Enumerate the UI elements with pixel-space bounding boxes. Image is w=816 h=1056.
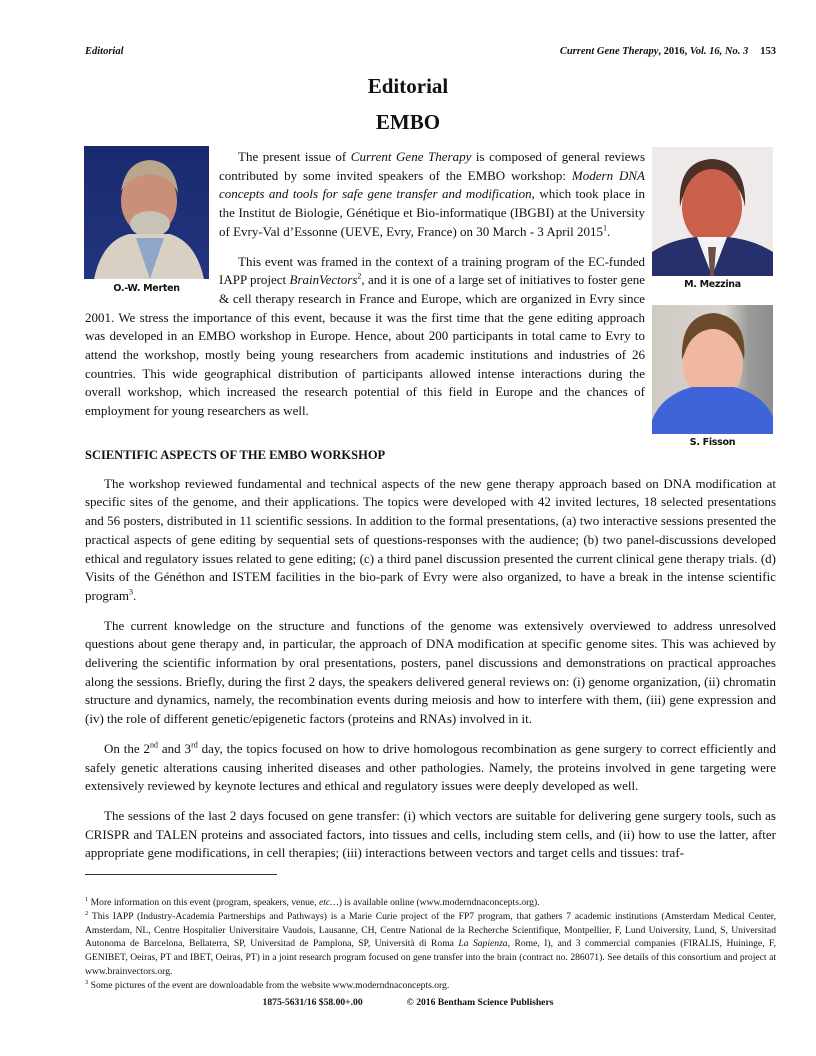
italic-text: La Sapienza <box>458 938 508 950</box>
page-number: 153 <box>760 46 776 57</box>
body-paragraph <box>85 740 776 796</box>
superscript: nd <box>150 740 159 750</box>
superscript: rd <box>191 740 198 750</box>
text-run: . <box>133 587 137 603</box>
text-run: The workshop reviewed fundamental and technical aspects of the new gene therapy approach based on DNA modification at specific sites of the genome, and their applications. The topics were developed with 42 invited lectures, 18 selected presentations and 56 posters, distributed in 11 scientific sessions. In addition to the formal presentations, (a) two interactive sessions presented the practical aspects of gene editing by sequential sets of questions-responses with the audience; (b) two panel-discussions developed ethical and regulatory issues related to gene editing; (c) a third panel discussion presented the current clinical gene therapy trials. (d) Visits of the Généthon and ISTEM facilities in the bio-park of Evry were also organized, to have a break in the intense scientific program <box>85 475 776 603</box>
text-run: More information on this event (program, speakers, venue, <box>88 897 319 908</box>
text-run: . <box>607 223 611 239</box>
photo-wrap-spacer <box>85 148 219 306</box>
text-run: Some pictures of the event are downloadable from the website www.moderndnaconcepts.org. <box>88 979 450 991</box>
text-run: The present issue of <box>238 149 351 164</box>
body-paragraph <box>85 807 776 863</box>
text-run: On the 2 <box>104 740 151 756</box>
text-run: This event was framed in the context of a training program of the EC-funded IAPP project <box>219 253 645 288</box>
photo-fisson <box>652 305 773 434</box>
superscript: 3 <box>129 587 134 597</box>
superscript: 2 <box>357 271 362 281</box>
portrait-fisson-image <box>652 305 773 434</box>
body-paragraph <box>85 475 776 606</box>
section-heading: SCIENTIFIC ASPECTS OF THE EMBO WORKSHOP <box>85 448 386 462</box>
text-run: and 3 <box>158 740 192 756</box>
journal-volume: Vol. 16, No. 3 <box>689 46 749 57</box>
portrait-mezzina-image <box>652 147 773 276</box>
text-run: This IAPP (Industry-Academia Partnerships and Pathways) is a Marie Curie project of the FP7 program, that gathers 7 academic institutions (Amsterdam Medical Center, Amsterdam, NL, Centre Hospitalier Universitaire Vaudois, Lausanne, CH, Centre National de la Recherche Scientifique, Montpellier, F, Lund University, Lund, S, Universitad Autonoma de Barcelona, Bellaterra, SP, Universitad de Pamplona, SP, Università di Roma <box>85 910 776 950</box>
italic-text: BrainVectors <box>289 272 358 288</box>
intro-section <box>85 148 645 432</box>
text-run: ) is available online (www.moderndnaconcepts.org). <box>338 897 540 908</box>
text-run: , which took place in the Institut de Biologie, Génétique et Bio-informatique (IBGBI) at the University of Evry-Val d’Essonne (UEVE, Evry, France) on 30 March - 3 April 2015 <box>219 186 645 239</box>
superscript: 1 <box>603 223 608 233</box>
article-type-title: Editorial <box>367 74 449 98</box>
superscript: 2 <box>85 909 89 917</box>
italic-text: Modern DNA concepts and tools for safe gene transfer and modification <box>219 167 645 202</box>
body-paragraph <box>85 617 776 729</box>
photo-caption: M. Mezzina <box>684 279 741 290</box>
copyright: © 2016 Bentham Science Publishers <box>406 997 554 1008</box>
running-header-section: Editorial <box>85 46 124 57</box>
photo-caption: S. Fisson <box>689 437 736 448</box>
text-run: is composed of general reviews contributed by some invited speakers of the EMBO workshop: <box>219 149 646 183</box>
running-header-journal <box>560 46 776 57</box>
photo-caption: O.-W. Merten <box>113 283 180 294</box>
page-footer <box>0 997 816 1008</box>
footnote-divider <box>85 874 277 875</box>
text-run: , Rome, I), and 3 commercial companies (FIRALIS, Huininge, F, GENIBET, Oeiras, PT and IBET, Oeiras, PT) in a joint research program focused on gene transfer into the brain (contract no. 286071). See details of this consortium and project at www.brainvectors.org. <box>85 938 777 977</box>
photo-mezzina <box>652 147 773 276</box>
italic-text: Current Gene Therapy <box>350 149 472 164</box>
footnote-3 <box>85 979 776 993</box>
superscript: 1 <box>85 895 89 903</box>
text-run: The sessions of the last 2 days focused on gene transfer: (i) which vectors are suitable for delivering gene surgery tools, such as CRISPR and TALEN proteins and associated factors, into tissues and cells, including stem cells, and (ii) how to use the latter, after appropriate gene modifications, in cell therapies; (iii) interactions between vectors and target cells and tissues: traf- <box>85 807 776 861</box>
journal-year: , 2016, <box>658 46 690 57</box>
footnote-2 <box>85 910 776 979</box>
italic-text: etc… <box>318 897 339 908</box>
text-run: day, the topics focused on how to drive homologous recombination as gene surgery to correct efficiently and safely genetic alterations causing inherited diseases and other pathologies. Namely, the proteins involved in gene targeting were extensively reviewed by keynote lectures and ethical and regulatory issues were deeply developed as well. <box>85 740 776 794</box>
superscript: 3 <box>85 978 89 986</box>
footnote-1 <box>85 896 776 910</box>
main-section <box>85 446 776 874</box>
journal-name: Current Gene Therapy <box>559 46 659 57</box>
text-run: , and it is one of a large set of initiatives to foster gene & cell therapy research in France and Europe, which are organized in Evry since 2001. We stress the importance of this event, because it was the first time that the gene editing approach was developed in an EMBO workshop in Europe. Hence, about 200 participants in total came to Evry to attend the workshop, mostly being young researchers from academic institutions and industries of 26 countries. This wide geographical distribution of participants allowed intense interactions during the overall workshop, which increased the research potential of this field in Europe and the chances of employment for young researchers as well. <box>85 272 645 419</box>
article-title: EMBO <box>375 110 441 134</box>
text-run: The current knowledge on the structure and functions of the genome was extensively overviewed to address unresolved questions about gene therapy and, in particular, the approach of DNA modification at specific genome sites. This was achieved by delivering the scientific information by oral presentations, posters, panel discussions and demonstrations on practical approaches along the sessions. Briefly, during the first 2 days, the speakers delivered general reviews on: (i) genome organization, (ii) chromatin structure and dynamics, namely, the recombination events during meiosis and how to interfere with them, (iii) gene expression and (iv) the role of different genetic/epigenetic factors (proteins and RNAs) involved in it. <box>85 617 776 727</box>
issn-price: 1875-5631/16 $58.00+.00 <box>262 997 363 1008</box>
footnotes <box>85 896 776 993</box>
